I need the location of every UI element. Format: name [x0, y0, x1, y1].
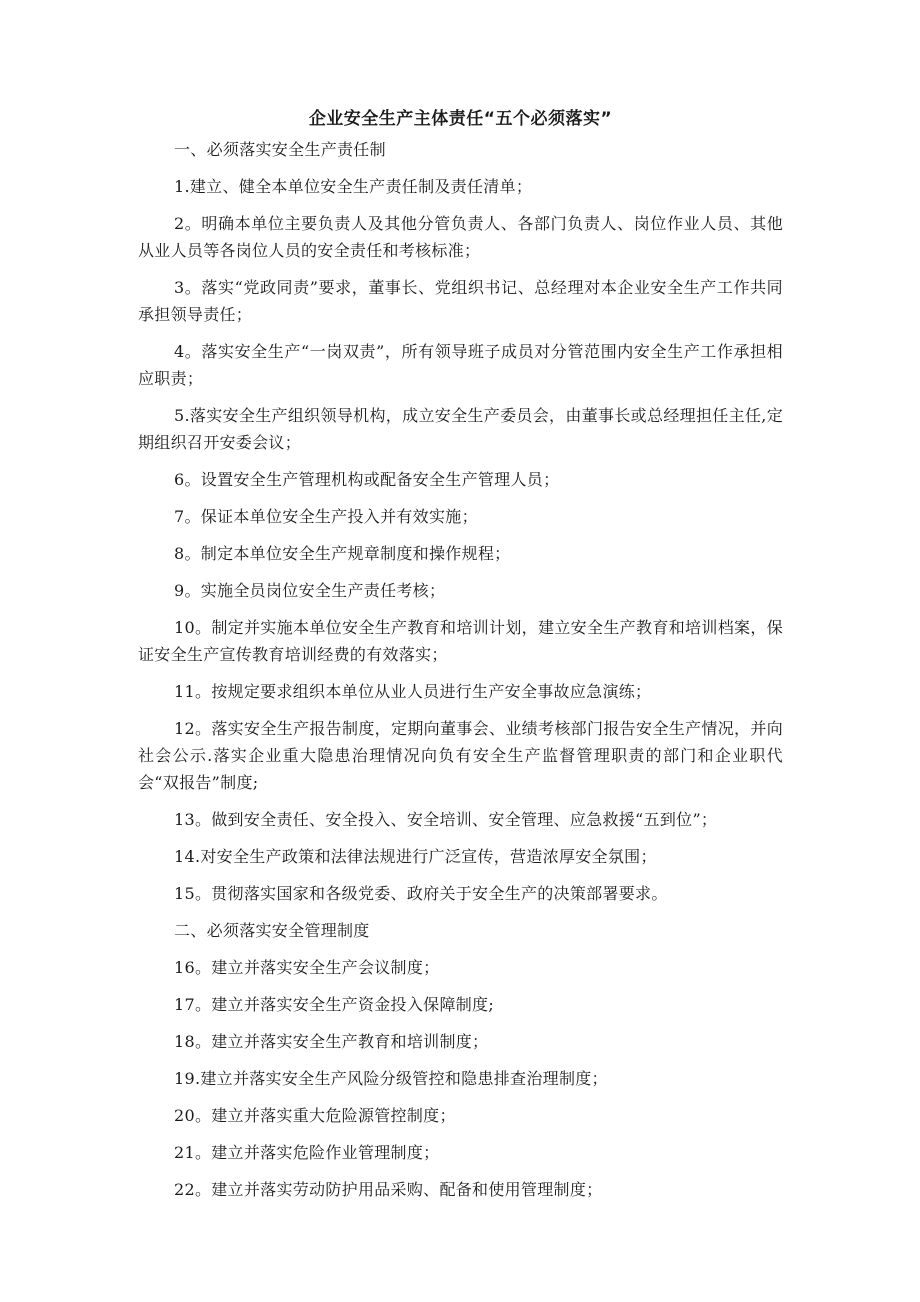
list-item: 18。建立并落实安全生产教育和培训制度；	[174, 1032, 489, 1051]
list-item: 22。建立并落实劳动防护用品采购、配备和使用管理制度；	[174, 1180, 603, 1199]
list-item: 7。保证本单位安全生产投入并有效实施；	[174, 507, 478, 526]
list-item: 19.建立并落实安全生产风险分级管控和隐患排查治理制度；	[174, 1069, 608, 1088]
list-item: 3。落实“党政同责”要求，董事长、党组织书记、总经理对本企业安全生产工作共同承担领导责任；	[138, 278, 783, 324]
list-item: 13。做到安全责任、安全投入、安全培训、安全管理、应急救援“五到位”；	[174, 810, 718, 829]
list-item: 4。落实安全生产“一岗双责”，所有领导班子成员对分管范围内安全生产工作承担相应职责；	[138, 342, 783, 388]
list-item: 8。制定本单位安全生产规章制度和操作规程；	[174, 544, 511, 563]
list-item: 20。建立并落实重大危险源管控制度；	[174, 1106, 456, 1125]
list-item: 11。按规定要求组织本单位从业人员进行生产安全事故应急演练；	[174, 682, 652, 701]
list-item: 16。建立并落实安全生产会议制度；	[174, 958, 440, 977]
list-item: 17。建立并落实安全生产资金投入保障制度;	[174, 995, 495, 1014]
list-item: 6。设置安全生产管理机构或配备安全生产管理人员；	[174, 470, 560, 489]
document-page	[138, 108, 783, 1213]
list-item: 1.建立、健全本单位安全生产责任制及责任清单；	[174, 177, 533, 196]
list-item: 12。落实安全生产报告制度，定期向董事会、业绩考核部门报告安全生产情况，并向社会公示.落实企业重大隐患治理情况向负有安全生产监督管理职责的部门和企业职代会“双报告”制度;	[138, 719, 783, 792]
list-item: 15。贯彻落实国家和各级党委、政府关于安全生产的决策部署要求。	[174, 884, 668, 903]
list-item: 9。实施全员岗位安全生产责任考核；	[174, 581, 446, 600]
section-heading: 二、必须落实安全管理制度	[174, 921, 370, 940]
list-item: 10。制定并实施本单位安全生产教育和培训计划，建立安全生产教育和培训档案，保证安全生产宣传教育培训经费的有效落实；	[138, 618, 783, 664]
list-item: 14.对安全生产政策和法律法规进行广泛宣传，营造浓厚安全氛围；	[174, 847, 657, 866]
list-item: 2。明确本单位主要负责人及其他分管负责人、各部门负责人、岗位作业人员、其他从业人员等各岗位人员的安全责任和考核标准；	[138, 214, 783, 260]
list-item: 21。建立并落实危险作业管理制度；	[174, 1143, 440, 1162]
section-heading: 一、必须落实安全生产责任制	[174, 140, 386, 159]
document-title: 企业安全生产主体责任“五个必须落实”	[308, 109, 613, 129]
list-item: 5.落实安全生产组织领导机构，成立安全生产委员会，由董事长或总经理担任主任,定期组织召开安委会议；	[138, 406, 783, 452]
